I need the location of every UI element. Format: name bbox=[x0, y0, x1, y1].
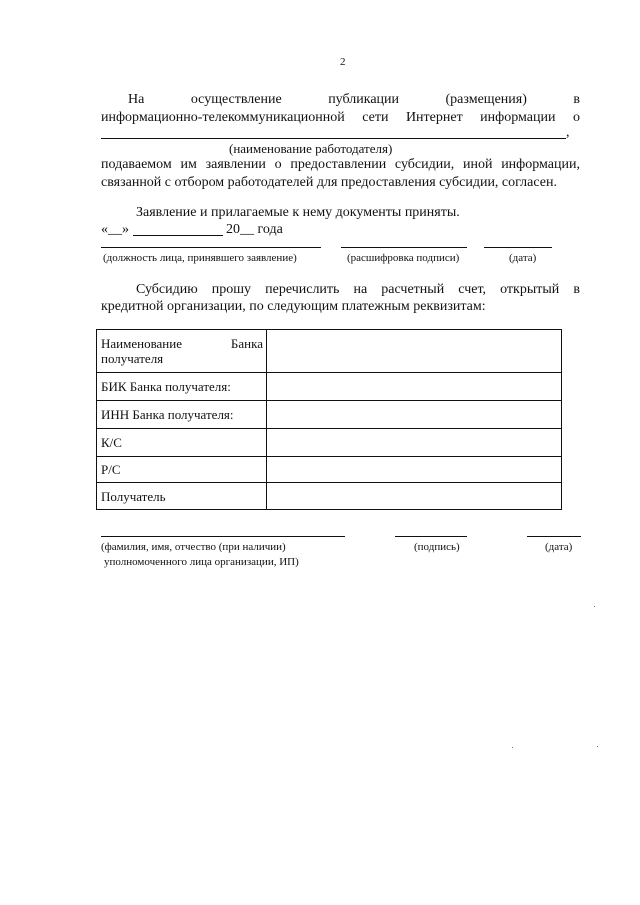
word: информационно-телекоммуникационной bbox=[101, 110, 345, 125]
signature-decoding-caption: (расшифровка подписи) bbox=[347, 252, 460, 264]
consent-paragraph-line-5: связанной с отбором работодателей для предоставления субсидии, согласен. bbox=[101, 175, 557, 190]
rs-label: Р/С bbox=[97, 457, 267, 483]
authorized-person-caption-line-1: (фамилия, имя, отчество (при наличии) bbox=[101, 541, 286, 553]
word: перечислить bbox=[265, 282, 340, 297]
consent-paragraph-line-2 bbox=[101, 111, 580, 125]
table-row bbox=[97, 401, 562, 429]
word: счет, bbox=[458, 282, 487, 297]
bank-name-value[interactable] bbox=[267, 330, 562, 373]
subsidy-paragraph-line-2: кредитной организации, по следующим платежным реквизитам: bbox=[101, 299, 486, 314]
word: в bbox=[573, 92, 580, 107]
table-row bbox=[97, 457, 562, 483]
position-caption: (должность лица, принявшего заявление) bbox=[103, 252, 297, 264]
bank-requisites-table bbox=[96, 329, 562, 510]
page-number: 2 bbox=[340, 56, 346, 68]
signature-date-caption: (дата) bbox=[545, 541, 573, 553]
word: о bbox=[572, 110, 580, 125]
word: расчетный bbox=[381, 282, 445, 297]
word: в bbox=[573, 282, 580, 297]
bik-value[interactable] bbox=[267, 373, 562, 401]
word: информации bbox=[480, 110, 556, 125]
word: на bbox=[353, 282, 368, 297]
recipient-label: Получатель bbox=[97, 483, 267, 510]
bank-name-label bbox=[97, 330, 267, 373]
table-row bbox=[97, 483, 562, 510]
table-row bbox=[97, 330, 562, 373]
acceptance-date-field[interactable] bbox=[484, 247, 552, 248]
word: публикации bbox=[328, 92, 400, 107]
label-text: Банка bbox=[230, 336, 263, 351]
ks-value[interactable] bbox=[267, 429, 562, 457]
acceptance-day: «__» bbox=[101, 222, 129, 237]
word: На bbox=[128, 92, 145, 107]
acceptance-text: Заявление и прилагаемые к нему документы приняты. bbox=[136, 205, 460, 220]
rs-value[interactable] bbox=[267, 457, 562, 483]
subsidy-paragraph-line-1 bbox=[136, 283, 580, 297]
word: прошу bbox=[211, 282, 252, 297]
word: Интернет bbox=[405, 110, 463, 125]
table-row bbox=[97, 429, 562, 457]
label-text: получателя bbox=[101, 351, 164, 366]
authorized-person-caption-line-2: уполномоченного лица организации, ИП) bbox=[104, 556, 299, 568]
position-field[interactable] bbox=[101, 247, 321, 248]
employer-name-field[interactable] bbox=[101, 138, 566, 139]
scan-speck bbox=[594, 606, 595, 607]
acceptance-month-field[interactable] bbox=[133, 235, 223, 236]
acceptance-date-caption: (дата) bbox=[509, 252, 537, 264]
inn-label: ИНН Банка получателя: bbox=[97, 401, 267, 429]
word: сети bbox=[362, 110, 389, 125]
consent-paragraph-line-1 bbox=[128, 93, 580, 107]
authorized-person-name-field[interactable] bbox=[101, 536, 345, 537]
signature-caption: (подпись) bbox=[414, 541, 460, 553]
consent-paragraph-line-4: подаваемом им заявлении о предоставлении субсидии, иной информации, bbox=[101, 157, 580, 172]
word: осуществление bbox=[190, 92, 282, 107]
scan-speck bbox=[512, 747, 513, 748]
table-row bbox=[97, 373, 562, 401]
signature-date-field[interactable] bbox=[527, 536, 581, 537]
employer-name-caption: (наименование работодателя) bbox=[229, 141, 393, 156]
signature-decoding-field[interactable] bbox=[341, 247, 467, 248]
inn-value[interactable] bbox=[267, 401, 562, 429]
word: открытый bbox=[500, 282, 560, 297]
bik-label: БИК Банка получателя: bbox=[97, 373, 267, 401]
label-text: Наименование bbox=[101, 336, 182, 351]
word: Субсидию bbox=[136, 282, 198, 297]
ks-label: К/С bbox=[97, 429, 267, 457]
signature-field[interactable] bbox=[395, 536, 467, 537]
word: (размещения) bbox=[445, 92, 527, 107]
comma: , bbox=[566, 125, 570, 140]
recipient-value[interactable] bbox=[267, 483, 562, 510]
scan-speck bbox=[597, 746, 598, 747]
acceptance-year: 20__ года bbox=[226, 222, 283, 237]
